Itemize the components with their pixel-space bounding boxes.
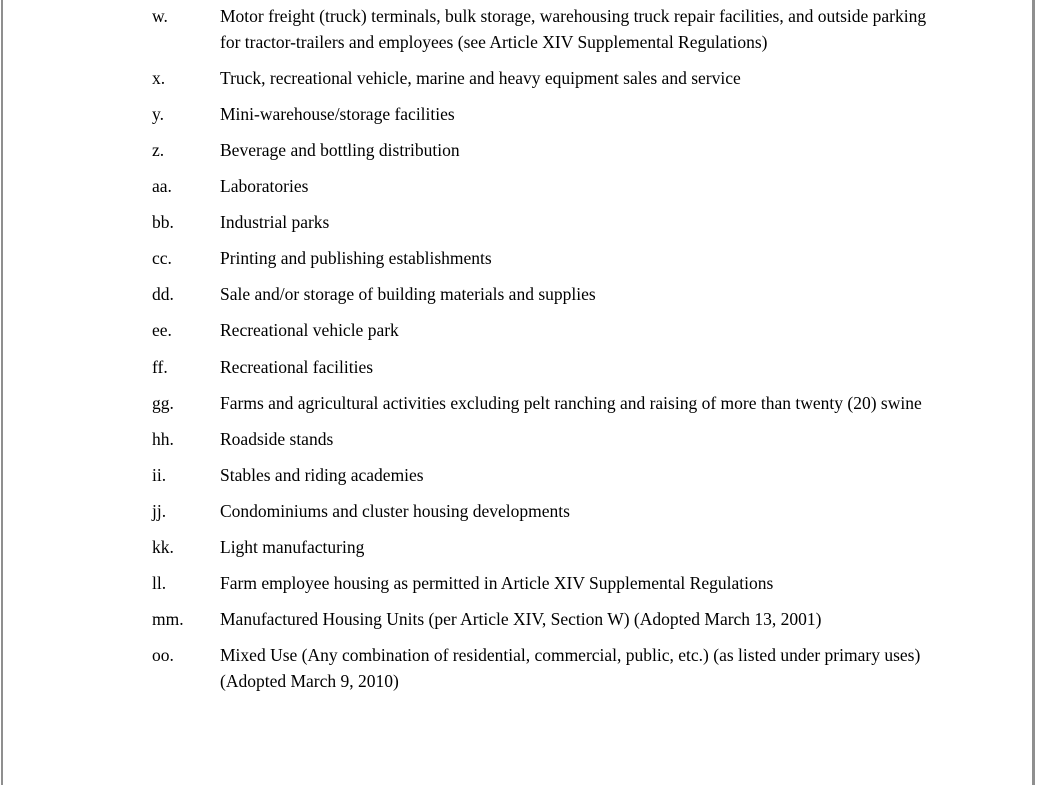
list-item-label: x. bbox=[152, 67, 166, 88]
list-item-text: Laboratories bbox=[220, 176, 309, 197]
list-item-text: Manufactured Housing Units (per Article XIV, Section W) (Adopted March 13, 2001) bbox=[220, 609, 822, 630]
list-item bbox=[152, 535, 1050, 561]
list-item bbox=[152, 463, 1050, 489]
list-item bbox=[152, 571, 1050, 597]
list-item bbox=[152, 391, 1050, 417]
list-item-text: Industrial parks bbox=[220, 212, 330, 233]
list-item bbox=[152, 427, 1050, 453]
list-item-label: z. bbox=[152, 139, 165, 160]
list-item-text: Farms and agricultural activities excluding pelt ranching and raising of more than twenty (20) swine bbox=[220, 392, 922, 413]
list-item bbox=[152, 318, 1050, 344]
list-item bbox=[152, 499, 1050, 525]
list-item-label: bb. bbox=[152, 212, 174, 233]
list-item-label: w. bbox=[152, 6, 168, 26]
list-item-label: ii. bbox=[152, 464, 167, 485]
list-item-text: Light manufacturing bbox=[220, 537, 365, 558]
list-item-text: Beverage and bottling distribution bbox=[220, 139, 460, 160]
list-item-label: oo. bbox=[152, 645, 174, 666]
list-item bbox=[152, 138, 1050, 164]
list-item-label: jj. bbox=[152, 500, 167, 521]
list-item-label: dd. bbox=[152, 284, 174, 305]
list-item-text: Condominiums and cluster housing developments bbox=[220, 500, 570, 521]
list-item bbox=[152, 282, 1050, 308]
list-item bbox=[152, 4, 1050, 55]
list-item-text: Farm employee housing as permitted in Article XIV Supplemental Regulations bbox=[220, 573, 774, 594]
list-item-text: Mini-warehouse/storage facilities bbox=[220, 103, 455, 124]
list-item-text: Stables and riding academies bbox=[220, 464, 424, 485]
list-item bbox=[152, 355, 1050, 381]
list-item-label: hh. bbox=[152, 428, 174, 449]
list-item-text: Recreational facilities bbox=[220, 356, 374, 377]
list-item-label: mm. bbox=[152, 609, 184, 630]
list-item-label: ll. bbox=[152, 573, 167, 594]
list-item-text: Sale and/or storage of building materials and supplies bbox=[220, 284, 596, 305]
list-item bbox=[152, 174, 1050, 200]
list-item-text: Truck, recreational vehicle, marine and heavy equipment sales and service bbox=[220, 67, 741, 88]
list-item-label: ff. bbox=[152, 356, 168, 377]
list-item-label: cc. bbox=[152, 248, 172, 269]
list-item-label: ee. bbox=[152, 320, 172, 341]
list-item bbox=[152, 607, 1050, 633]
list-item-text: Roadside stands bbox=[220, 428, 334, 449]
list-item-text: Printing and publishing establishments bbox=[220, 248, 492, 269]
list-item-label: y. bbox=[152, 103, 164, 124]
list-item-text: Recreational vehicle park bbox=[220, 320, 399, 341]
list-item-label: kk. bbox=[152, 537, 174, 558]
list-item-text: Mixed Use (Any combination of residential, commercial, public, etc.) (as listed under primary uses) (Adopted March 9, 2010) bbox=[220, 645, 921, 691]
list-item bbox=[152, 643, 1050, 694]
list-item bbox=[152, 66, 1050, 92]
list-item bbox=[152, 210, 1050, 236]
list-item bbox=[152, 102, 1050, 128]
list-item-label: aa. bbox=[152, 176, 172, 197]
list-item bbox=[152, 246, 1050, 272]
list-item-text: Motor freight (truck) terminals, bulk storage, warehousing truck repair facilities, and outside parking for tractor-trailers and employees (see Article XIV Supplemental Regulations) bbox=[220, 6, 927, 52]
list-item-label: gg. bbox=[152, 392, 174, 413]
